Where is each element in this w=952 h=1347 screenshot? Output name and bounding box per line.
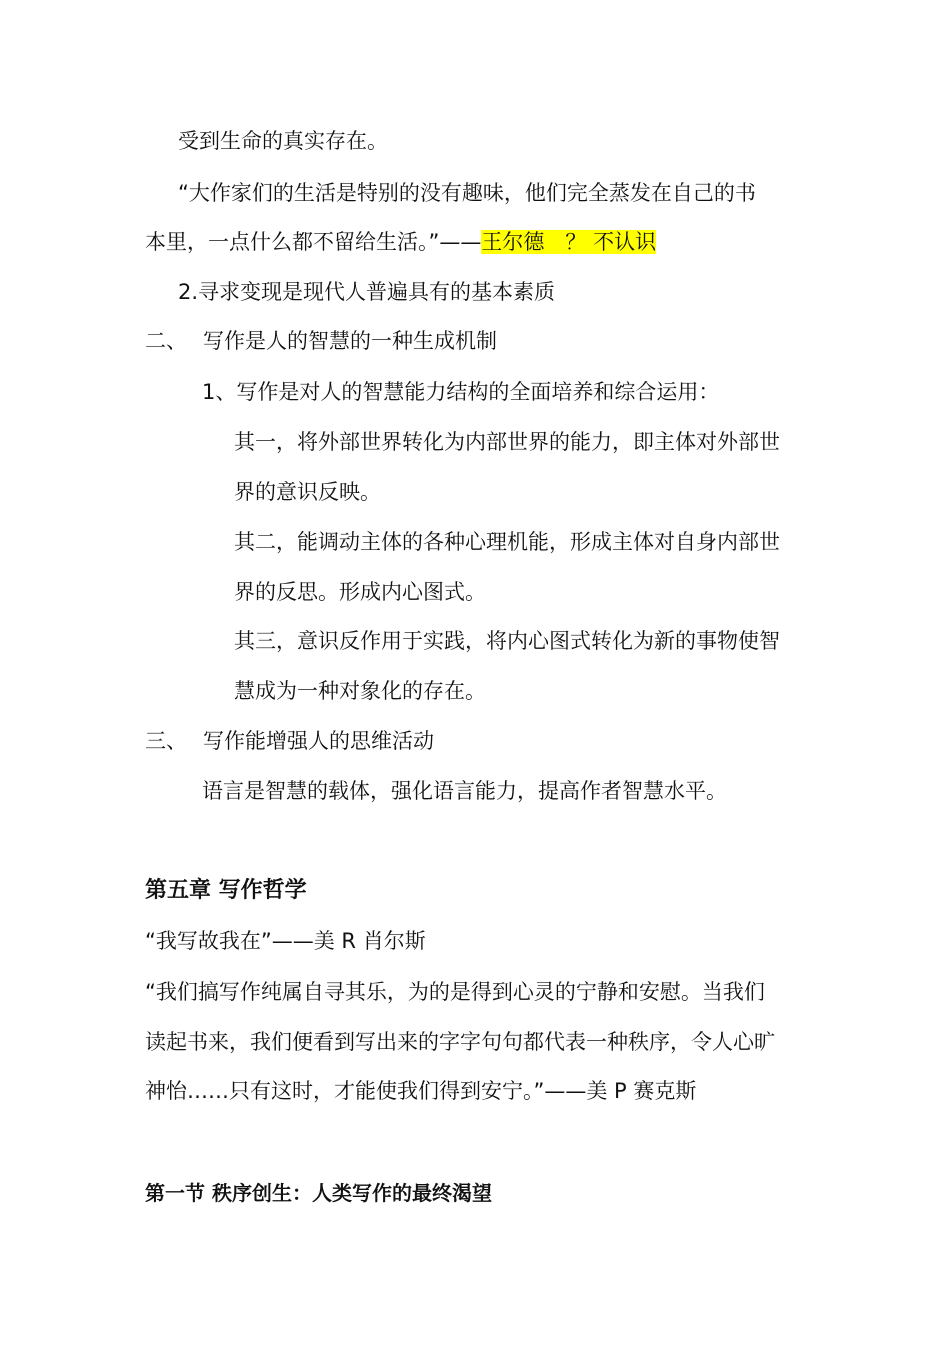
epigraph-line: “我写故我在”——美 R 肖尔斯 (145, 929, 426, 953)
quote-text: 本里，一点什么都不留给生活。”—— (145, 230, 482, 254)
point-line: 界的反思。形成内心图式。 (234, 580, 486, 604)
quote-line (145, 227, 656, 257)
paragraph-line: 受到生命的真实存在。 (178, 129, 388, 153)
section-heading: 第一节 秩序创生：人类写作的最终渴望 (145, 1181, 492, 1205)
list-item: 2.寻求变现是现代人普遍具有的基本素质 (178, 280, 556, 304)
paragraph-line: 语言是智慧的载体，强化语言能力，提高作者智慧水平。 (202, 779, 727, 803)
quote-line: “大作家们的生活是特别的没有趣味，他们完全蒸发在自己的书 (178, 181, 756, 205)
section-number: 三、 (145, 729, 187, 753)
point-line: 其三，意识反作用于实践，将内心图式转化为新的事物使智 (234, 629, 780, 653)
point-line: 界的意识反映。 (234, 480, 381, 504)
section-heading-3 (145, 726, 434, 756)
section-heading-2 (145, 326, 497, 356)
chapter-title: 第五章 写作哲学 (145, 878, 307, 903)
section-title: 写作是人的智慧的一种生成机制 (203, 329, 497, 353)
subsection-line: 1、写作是对人的智慧能力结构的全面培养和综合运用： (202, 380, 720, 404)
section-title: 写作能增强人的思维活动 (203, 729, 434, 753)
point-line: 慧成为一种对象化的存在。 (234, 679, 486, 703)
point-line: 其一，将外部世界转化为内部世界的能力，即主体对外部世 (234, 430, 780, 454)
epigraph-line: 神怡……只有这时，才能使我们得到安宁。”——美 P 赛克斯 (145, 1079, 697, 1103)
section-number: 二、 (145, 329, 187, 353)
epigraph-line: 读起书来，我们便看到写出来的字字句句都代表一种秩序，令人心旷 (145, 1030, 775, 1054)
highlighted-annotation: 王尔德 ？ 不认识 (481, 230, 657, 254)
point-line: 其二，能调动主体的各种心理机能，形成主体对自身内部世 (234, 530, 780, 554)
epigraph-line: “我们搞写作纯属自寻其乐，为的是得到心灵的宁静和安慰。当我们 (145, 980, 765, 1004)
